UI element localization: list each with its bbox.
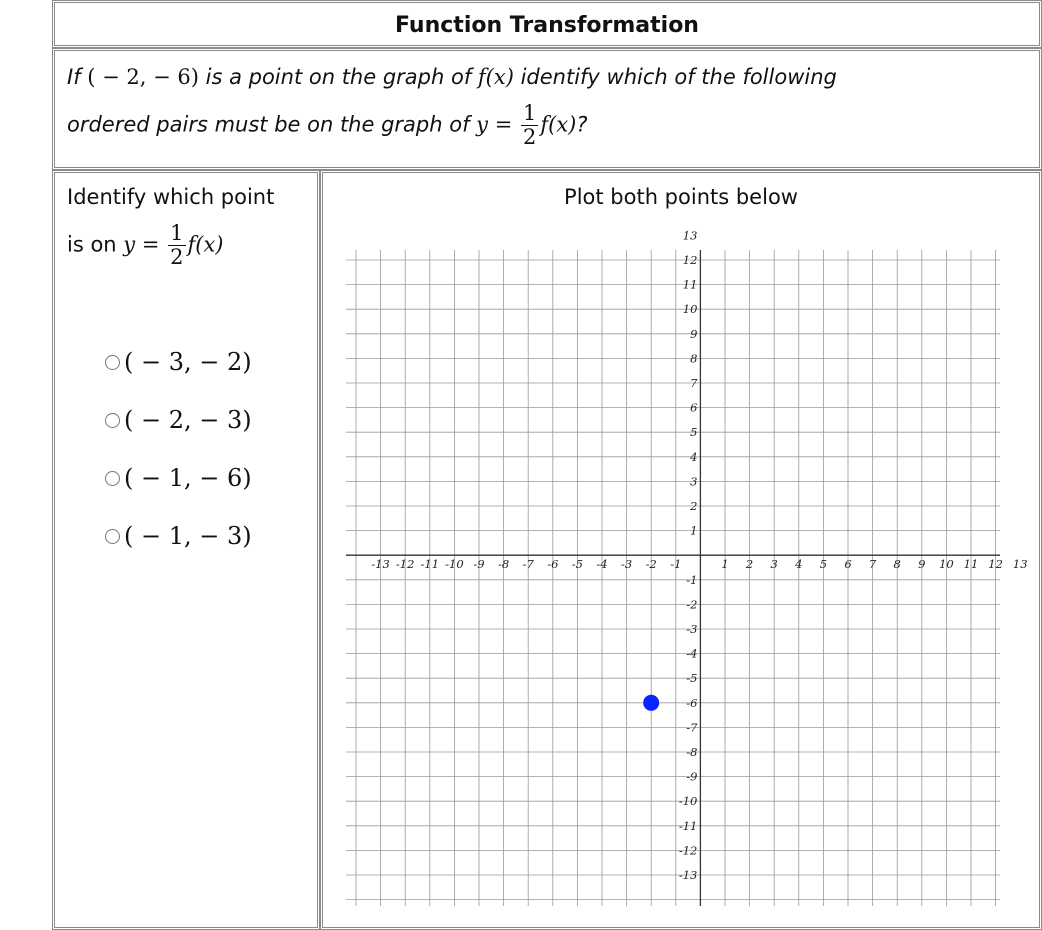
x-tick-label: -2 <box>645 557 657 572</box>
question-y-eq: y = <box>476 112 513 137</box>
x-tick-label: -7 <box>522 557 534 572</box>
option-1[interactable] <box>105 348 252 376</box>
y-tick-label: 12 <box>682 253 698 267</box>
y-tick-label: -6 <box>686 695 698 710</box>
x-tick-label: 3 <box>770 557 778 572</box>
x-tick-label: -4 <box>596 557 608 572</box>
question-text: ordered pairs must be on the graph of <box>67 112 477 137</box>
x-tick-label: -10 <box>445 557 464 572</box>
question-text: is a point on the graph of <box>198 65 478 89</box>
option-label: ( − 1, − 3) <box>124 522 252 550</box>
x-tick-label: 12 <box>988 557 1003 572</box>
y-tick-label: -7 <box>686 720 698 735</box>
y-tick-label: -12 <box>678 843 698 858</box>
question-text: identify which of the following <box>513 65 837 89</box>
y-tick-label: -9 <box>686 769 698 784</box>
y-tick-label: 3 <box>690 474 698 489</box>
x-tick-label: 6 <box>844 557 852 572</box>
y-tick-label: -1 <box>686 572 698 587</box>
fraction: $\frac{1}{2}$ <box>170 221 184 269</box>
answer-heading: Identify which point <box>67 185 275 209</box>
y-tick-label: -4 <box>686 646 698 661</box>
y-tick-label: 7 <box>690 376 698 390</box>
radio-button[interactable] <box>105 529 120 544</box>
question-text: If <box>67 65 88 89</box>
x-tick-label: 13 <box>1012 557 1028 572</box>
plot-heading: Plot both points below <box>564 185 798 209</box>
y-tick-label: 1 <box>690 523 698 538</box>
option-label: ( − 2, − 3) <box>124 406 252 434</box>
x-tick-label: 9 <box>918 557 926 572</box>
x-tick-label: 11 <box>963 557 979 572</box>
y-tick-label: -13 <box>678 868 698 882</box>
x-tick-label: -12 <box>395 557 415 572</box>
x-tick-label: -13 <box>371 557 390 572</box>
page-title: Function Transformation <box>395 13 699 38</box>
y-tick-label: 8 <box>690 351 698 366</box>
fraction: $\frac{1}{2}$ <box>522 101 537 149</box>
option-label: ( − 1, − 6) <box>124 464 252 492</box>
y-tick-label: -2 <box>686 597 698 612</box>
x-tick-label: -11 <box>420 557 440 572</box>
x-tick-label: -6 <box>547 557 559 572</box>
question-text: ? <box>576 112 588 137</box>
radio-button[interactable] <box>105 355 120 370</box>
x-tick-label: 8 <box>893 557 901 572</box>
y-tick-label: -8 <box>686 745 698 759</box>
radio-button[interactable] <box>105 413 120 428</box>
x-tick-label: -3 <box>620 557 633 572</box>
x-tick-label: -1 <box>670 557 682 572</box>
plotted-point[interactable] <box>643 695 659 711</box>
question-panel <box>52 48 1042 170</box>
option-4[interactable] <box>105 522 252 550</box>
x-tick-label: 1 <box>721 557 729 572</box>
y-tick-label: 13 <box>682 228 698 243</box>
y-tick-label: 11 <box>682 277 698 292</box>
question-line-2 <box>67 103 588 148</box>
x-tick-label: -9 <box>473 557 485 572</box>
option-label: ( − 3, − 2) <box>124 348 252 376</box>
x-tick-label: 2 <box>745 557 754 572</box>
y-tick-label: 6 <box>690 400 698 415</box>
y-tick-label: 4 <box>690 449 698 464</box>
coordinate-grid[interactable] <box>346 228 1028 906</box>
y-tick-label: 2 <box>690 499 698 513</box>
option-2[interactable] <box>105 406 252 434</box>
radio-button[interactable] <box>105 471 120 486</box>
x-tick-label: 7 <box>868 557 877 572</box>
answer-subheading: is on y = $\frac{1}{2}$ f(x) <box>67 221 224 269</box>
question-point: ( − 2, − 6) <box>87 65 199 89</box>
y-tick-label: 10 <box>682 302 698 317</box>
y-tick-label: -10 <box>678 794 698 809</box>
x-tick-label: 10 <box>939 557 954 572</box>
y-tick-label: -3 <box>686 622 698 636</box>
y-tick-label: 5 <box>690 425 698 440</box>
x-tick-label: -5 <box>571 557 584 572</box>
x-tick-label: 4 <box>795 557 803 572</box>
y-tick-label: 9 <box>690 326 698 341</box>
question-fx: f(x) <box>477 65 514 89</box>
title-bar <box>52 0 1042 48</box>
y-tick-label: -11 <box>678 818 698 833</box>
y-tick-label: -5 <box>686 671 698 686</box>
option-3[interactable] <box>105 464 252 492</box>
question-fx: f(x) <box>540 112 577 137</box>
question-line-1 <box>67 65 837 89</box>
x-tick-label: -8 <box>497 557 510 572</box>
x-tick-label: 5 <box>819 557 828 572</box>
answer-panel <box>52 170 320 930</box>
